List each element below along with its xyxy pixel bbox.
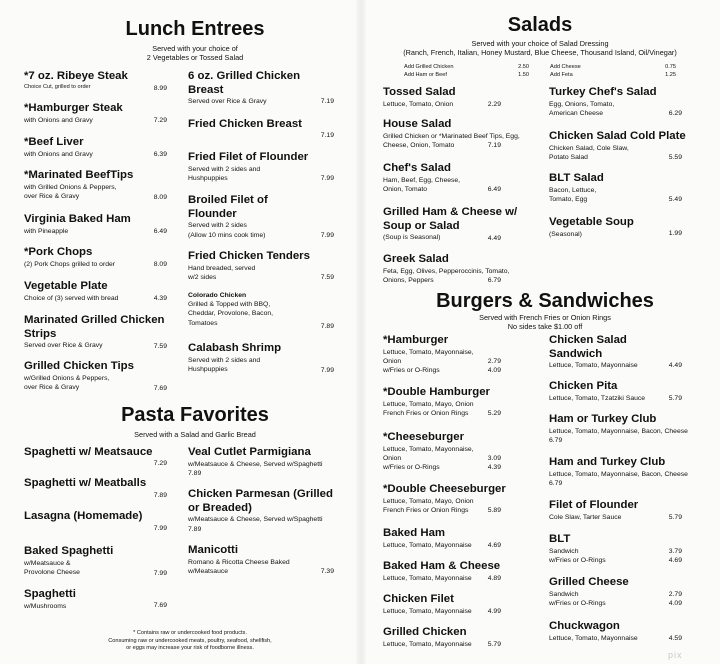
pasta-title: Pasta Favorites <box>121 404 269 426</box>
addon-price: 0.75 <box>665 64 676 70</box>
menu-text: Chuckwagon <box>549 620 620 632</box>
menu-text: American Cheese <box>549 109 604 117</box>
menu-text: Lettuce, Tomato, Mayonnaise <box>383 607 472 615</box>
price: 5.49 <box>668 196 682 203</box>
menu-text: (Soup is Seasonal) <box>383 234 441 242</box>
menu-text: 4.09 <box>487 367 501 375</box>
menu-text: w/Fries or O-Rings <box>383 367 440 375</box>
menu-text: Bacon, Lettuce, <box>549 186 597 194</box>
price: 7.99 <box>320 175 334 182</box>
menu-text: Potato Salad <box>549 153 588 161</box>
menu-text: Spaghetti w/ Meatsauce <box>24 446 153 458</box>
menu-text: Grilled Chicken <box>383 626 467 638</box>
menu-text: Marinated Grilled Chicken <box>24 314 165 326</box>
menu-text: w/2 sides <box>188 273 217 281</box>
menu-text: Cole Slaw, Tarter Sauce <box>549 513 622 521</box>
menu-text: 4.39 <box>487 464 501 472</box>
menu-text: *Hamburger <box>383 334 449 346</box>
menu-item <box>383 593 533 616</box>
menu-text: Chicken Salad <box>549 334 627 346</box>
menu-text: Choice Cut, grilled to order <box>24 83 91 90</box>
menu-text: Grilled Cheese <box>549 576 629 588</box>
menu-text: French Fries or Onion Rings <box>383 506 469 514</box>
menu-text: Colorado Chicken <box>188 292 247 299</box>
menu-text: w/Grilled Onions & Peppers, <box>24 374 110 382</box>
menu-text: *Hamburger Steak <box>24 102 123 114</box>
menu-text: 6.79 <box>549 436 563 444</box>
page-fold <box>356 0 366 664</box>
price: 6.49 <box>487 186 501 193</box>
addon-label: Add Grilled Chicken <box>404 64 454 70</box>
menu-text: Vegetable Soup <box>549 216 634 228</box>
lunch-title: Lunch Entrees <box>125 18 265 40</box>
menu-text: Chicken Filet <box>383 593 454 605</box>
price: 7.29 <box>153 117 167 124</box>
menu-text: Grilled Chicken Tips <box>24 360 134 372</box>
menu-text: Lettuce, Tomato, Mayonnaise, Bacon, Cheese <box>549 427 688 435</box>
menu-text: over Rice & Gravy <box>24 192 80 200</box>
menu-text: w/Fries or O-Rings <box>549 556 606 564</box>
addon-price: 1.25 <box>665 72 676 78</box>
menu-text: 3.79 <box>668 548 682 555</box>
menu-item <box>383 334 533 375</box>
menu-item <box>383 253 548 285</box>
menu-item <box>549 456 709 488</box>
menu-text: Served with 2 sides and <box>188 356 261 364</box>
price <box>650 547 682 565</box>
menu-text: 2.79 <box>487 358 501 365</box>
menu-text: (Allow 10 mins cook time) <box>188 231 266 239</box>
menu-text: Veal Cutlet Parmigiana <box>188 446 311 458</box>
addon-label: Add Ham or Beef <box>404 72 447 78</box>
menu-text: Sandwich <box>549 347 603 360</box>
price: 5.79 <box>487 641 501 648</box>
menu-text: (Seasonal) <box>549 230 582 238</box>
menu-text: Spaghetti <box>24 588 76 600</box>
price: 4.49 <box>668 362 682 369</box>
menu-text: Greek Salad <box>383 253 449 265</box>
price: 7.89 <box>320 323 334 330</box>
menu-item <box>383 560 533 583</box>
menu-text: Turkey Chef's Salad <box>549 86 657 98</box>
menu-text: w/Meatsauce & Cheese, Served w/Spaghetti <box>188 460 323 468</box>
menu-text: Cheddar, Provolone, Bacon, <box>188 310 274 318</box>
menu-text: w/Mushrooms <box>24 602 67 610</box>
price: 7.99 <box>320 232 334 239</box>
menu-text: Soup or Salad <box>383 219 460 232</box>
price: 2.29 <box>487 101 501 108</box>
burgers-subtitle <box>430 313 660 332</box>
menu-text: Served with 2 sides <box>188 222 247 230</box>
menu-text: Calabash Shrimp <box>188 342 282 354</box>
menu-text: (2) Pork Chops grilled to order <box>24 260 116 268</box>
menu-text: 7.89 <box>188 469 202 477</box>
price: 7.69 <box>153 602 167 609</box>
menu-text: BLT <box>549 533 571 545</box>
menu-text: Breast <box>188 83 224 96</box>
menu-text: Lasagna (Homemade) <box>24 510 143 522</box>
menu-text: Ham or Turkey Club <box>549 413 657 425</box>
menu-text: Tomato, Egg <box>549 195 588 203</box>
menu-text: Tomatoes <box>188 319 218 327</box>
addon-label: Add Cheese <box>550 64 581 70</box>
menu-text: *Pork Chops <box>24 246 93 258</box>
menu-text: Lettuce, Tomato, Mayonnaise <box>549 362 638 370</box>
menu-text: Grilled & Topped with BBQ, <box>188 301 271 309</box>
burgers-title: Burgers & Sandwiches <box>436 290 654 312</box>
menu-text: Onion <box>383 454 402 462</box>
menu-text: *Cheeseburger <box>383 431 465 443</box>
menu-text: Lettuce, Tomato, Mayonnaise <box>549 634 638 642</box>
menu-text: Onions, Peppers <box>383 276 434 284</box>
menu-text: No sides take $1.00 off <box>507 322 583 332</box>
menu-item <box>24 477 184 491</box>
menu-text: 2 Vegetables or Tossed Salad <box>146 53 244 63</box>
menu-item <box>383 386 533 418</box>
price: 6.49 <box>153 228 167 235</box>
menu-text: w/Fries or O-Rings <box>549 599 606 607</box>
menu-text: Fried Filet of Flounder <box>188 151 309 163</box>
menu-text: Chicken Parmesan (Grilled <box>188 488 333 500</box>
menu-item <box>383 483 533 515</box>
menu-text: Sandwich <box>549 590 579 598</box>
price: 5.89 <box>487 507 501 514</box>
addon-label: Add Feta <box>550 72 573 78</box>
menu-text: 6.79 <box>549 479 563 487</box>
menu-item <box>383 206 548 243</box>
menu-item <box>188 488 338 534</box>
food-safety-note <box>70 630 310 653</box>
price: 5.59 <box>668 154 682 161</box>
menu-text: Cheese, Onion, Tomato <box>383 141 455 149</box>
menu-text: Lettuce, Tomato, Mayonnaise, <box>383 445 474 453</box>
addon-price: 2.50 <box>518 64 529 70</box>
menu-text: 7.89 <box>188 525 202 533</box>
menu-text: over Rice & Gravy <box>24 383 80 391</box>
menu-text: Hushpuppies <box>188 174 228 182</box>
menu-text: Served over Rice & Gravy <box>24 342 103 350</box>
salads-subtitle <box>380 39 700 58</box>
menu-text: Served over Rice & Gravy <box>188 98 267 106</box>
menu-item <box>24 446 184 460</box>
menu-text: Ham and Turkey Club <box>549 456 666 468</box>
salads-title: Salads <box>507 14 573 36</box>
price: 4.39 <box>153 295 167 302</box>
menu-item <box>188 118 328 132</box>
menu-text: Fried Chicken Breast <box>188 118 302 130</box>
menu-text: *Marinated BeefTips <box>24 169 134 181</box>
menu-text: Broiled Filet of <box>188 194 268 206</box>
menu-text: or eggs may increase your risk of foodborne illness. <box>126 645 254 652</box>
menu-item <box>383 527 533 550</box>
menu-text: *Double Hamburger <box>383 386 490 398</box>
menu-text: Chicken Salad, Cole Slaw, <box>549 144 629 152</box>
price: 1.99 <box>668 230 682 237</box>
menu-text: Lettuce, Tomato, Mayonnaise <box>383 541 472 549</box>
watermark: pix <box>668 650 683 660</box>
menu-text: Manicotti <box>188 544 238 556</box>
menu-text: Flounder <box>188 207 237 220</box>
price: 4.89 <box>487 575 501 582</box>
menu-text: 6 oz. Grilled Chicken <box>188 70 301 82</box>
menu-text: Lettuce, Tomato, Mayonnaise, Bacon, Cheese <box>549 470 688 478</box>
menu-text: with Pineapple <box>24 227 69 235</box>
menu-text: Lettuce, Tomato, Onion <box>383 100 454 108</box>
menu-item <box>549 413 709 445</box>
menu-text: Provolone Cheese <box>24 568 80 576</box>
menu-text: French Fries or Onion Rings <box>383 409 469 417</box>
menu-text: 2.79 <box>668 591 682 598</box>
menu-text: Onion, Tomato <box>383 185 428 193</box>
menu-text: 3.09 <box>487 455 501 462</box>
menu-text: Baked Ham <box>383 527 446 539</box>
menu-text: Virginia Baked Ham <box>24 213 131 225</box>
pasta-subtitle: Served with a Salad and Garlic Bread <box>134 430 256 439</box>
menu-text: Filet of Flounder <box>549 499 639 511</box>
menu-text: Egg, Onions, Tomato, <box>549 100 615 108</box>
price: 4.49 <box>487 235 501 242</box>
menu-text: Vegetable Plate <box>24 280 108 292</box>
menu-item <box>188 446 338 478</box>
menu-text: Choice of (3) served with bread <box>24 294 119 302</box>
price: 7.19 <box>487 142 501 149</box>
menu-text: Lettuce, Tomato, Mayo, Onion <box>383 400 474 408</box>
price <box>470 357 501 375</box>
menu-text: Grilled Chicken or *Marinated Beef Tips, Egg, <box>383 132 520 140</box>
menu-text: Ham, Beef, Egg, Cheese, <box>383 176 461 184</box>
menu-text: Spaghetti w/ Meatballs <box>24 477 147 489</box>
menu-text: Baked Spaghetti <box>24 545 114 557</box>
price: 4.59 <box>668 635 682 642</box>
price: 6.39 <box>153 151 167 158</box>
menu-text: with Grilled Onions & Peppers, <box>24 183 117 191</box>
price: 7.99 <box>153 525 167 532</box>
price: 7.29 <box>153 460 167 467</box>
menu-text: Lettuce, Tomato, Mayonnaise <box>383 640 472 648</box>
menu-text: Fried Chicken Tenders <box>188 250 310 262</box>
menu-item <box>24 510 184 524</box>
menu-text: Hushpuppies <box>188 365 228 373</box>
menu-text: *Double Cheeseburger <box>383 483 506 495</box>
price: 7.89 <box>153 492 167 499</box>
price: 7.59 <box>320 274 334 281</box>
price: 5.79 <box>668 395 682 402</box>
menu-text: Lettuce, Tomato, Tzatziki Sauce <box>549 394 646 402</box>
price: 4.99 <box>487 608 501 615</box>
addon-price: 1.50 <box>518 72 529 78</box>
menu-text: Lettuce, Tomato, Mayonnaise <box>383 574 472 582</box>
price: 8.09 <box>153 194 167 201</box>
menu-text: Chicken Salad Cold Plate <box>549 130 686 142</box>
menu-text: or Breaded) <box>188 501 252 514</box>
menu-item <box>383 118 548 150</box>
menu-text: with Onions and Gravy <box>24 116 93 124</box>
price: 8.99 <box>153 85 167 92</box>
menu-text: BLT Salad <box>549 172 604 184</box>
menu-text: Served with 2 sides and <box>188 165 261 173</box>
menu-text: Consuming raw or undercooked meats, poultry, seafood, shellfish, <box>108 637 272 644</box>
price: 7.59 <box>153 343 167 350</box>
price: 7.99 <box>153 570 167 577</box>
menu-text: Sandwich <box>549 547 579 555</box>
price: 5.79 <box>668 514 682 521</box>
price: 5.29 <box>487 410 501 417</box>
menu-item <box>383 431 533 472</box>
menu-text: 4.09 <box>668 600 682 608</box>
price: 7.39 <box>320 568 334 575</box>
menu-text: w/Fries or O-Rings <box>383 464 440 472</box>
menu-text: *Beef Liver <box>24 136 84 148</box>
price: 6.29 <box>668 110 682 117</box>
price: 7.69 <box>153 385 167 392</box>
menu-text: Hand breaded, served <box>188 264 256 272</box>
menu-text: Romano & Ricotta Cheese Baked <box>188 558 290 566</box>
price: 4.69 <box>487 542 501 549</box>
menu-text: w/Meatsauce <box>188 567 229 575</box>
menu-text: (Ranch, French, Italian, Honey Mustard, Blue Cheese, Thousand Island, Oil/Vinegar) <box>403 48 677 58</box>
menu-text: Tossed Salad <box>383 86 456 98</box>
price: 6.79 <box>487 277 501 284</box>
price: 7.99 <box>320 367 334 374</box>
menu-text: with Onions and Gravy <box>24 150 93 158</box>
menu-text: Grilled Ham & Cheese w/ <box>383 206 518 218</box>
menu-item <box>383 626 533 649</box>
menu-text: Served with French Fries or Onion Rings <box>479 313 611 322</box>
price: 8.09 <box>153 261 167 268</box>
price <box>470 454 501 472</box>
price <box>650 590 682 608</box>
menu-text: Feta, Egg, Olives, Pepperoccinis, Tomato, <box>383 267 510 275</box>
lunch-subtitle <box>80 44 310 63</box>
menu-text: House Salad <box>383 118 452 130</box>
price: 7.19 <box>320 98 334 105</box>
menu-text: Served with your choice of Salad Dressing <box>471 39 609 48</box>
menu-text: *7 oz. Ribeye Steak <box>24 70 128 82</box>
menu-text: Strips <box>24 327 57 340</box>
menu-text: 4.69 <box>668 557 682 565</box>
menu-text: Onion <box>383 357 402 365</box>
menu-text: Chicken Pita <box>549 380 618 392</box>
menu-text: Chef's Salad <box>383 162 451 174</box>
price: 7.19 <box>320 132 334 139</box>
menu-text: Lettuce, Tomato, Mayo, Onion <box>383 497 474 505</box>
menu-text: Baked Ham & Cheese <box>383 560 501 572</box>
menu-text: w/Meatsauce & Cheese, Served w/Spaghetti <box>188 516 323 524</box>
menu-text: w/Meatsauce & <box>24 559 71 567</box>
menu-item <box>383 86 543 109</box>
menu-text: Served with your choice of <box>152 44 238 53</box>
menu-text: * Contains raw or undercooked food products. <box>133 630 247 636</box>
menu-item <box>383 162 543 194</box>
menu-text: Lettuce, Tomato, Mayonnaise, <box>383 348 474 356</box>
